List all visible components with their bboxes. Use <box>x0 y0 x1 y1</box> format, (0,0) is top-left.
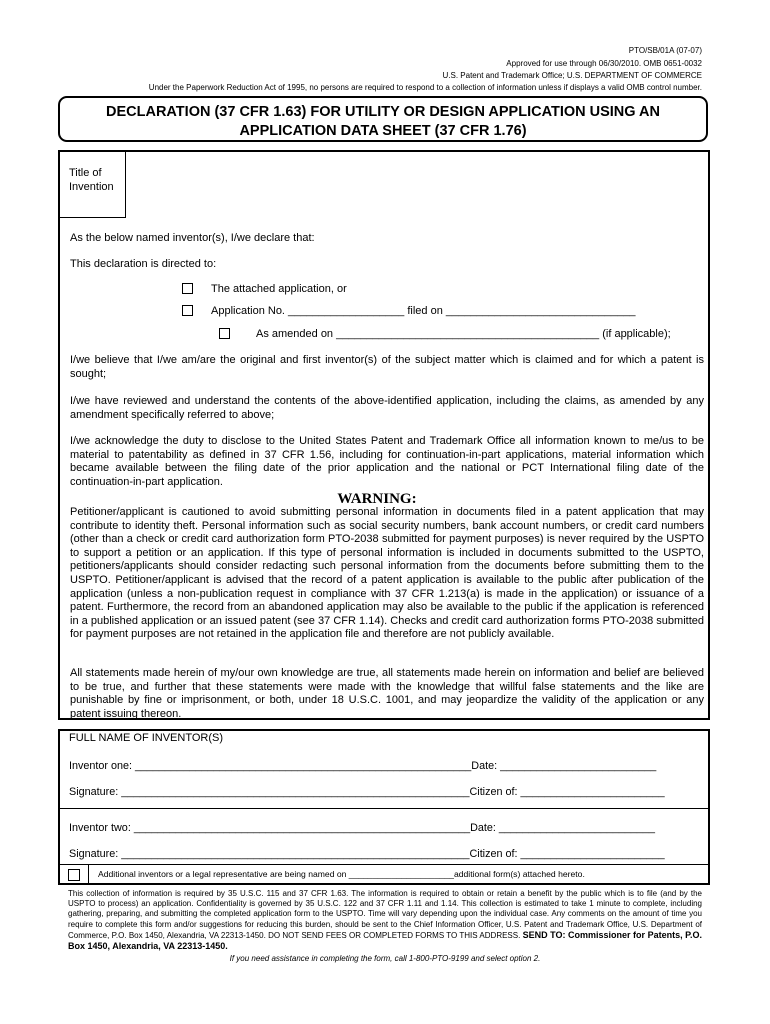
attached-application-label: The attached application, or <box>211 283 347 295</box>
warning-paragraph: Petitioner/applicant is cautioned to avoid submitting personal information in documents filed in a patent application that may contribute to identity theft. Personal information such as social security numbers, bank account numbers, or credit card numbers (other than a check or credit card authorization form PTO-2038 submitted for payment purposes) is never required by the USPTO to support a petition or an application. If this type of personal information is included in documents submitted to the USPTO, petitioners/applicants should consider redacting such personal information from the documents before submitting them to the USPTO. Petitioner/applicant is advised that the record of a patent application is available to the public after publication of the application (unless a non-publication request in compliance with 37 CFR 1.213(a) is made in the application) or issuance of a patent. Furthermore, the record from an abandoned application may also be available to the public if the application is referenced in a published application or an issued patent (see 37 CFR 1.14). Checks and credit card authorization forms PTO-2038 submitted for payment purposes are not retained in the application file and therefore are not publicly available. <box>70 506 704 641</box>
attached-application-checkbox[interactable] <box>182 283 193 294</box>
form-id: PTO/SB/01A (07-07) <box>628 46 702 55</box>
paperwork-notice: Under the Paperwork Reduction Act of 1995, no persons are required to respond to a collection of information unless if displays a valid OMB control number. <box>148 83 702 92</box>
declaration-directed: This declaration is directed to: <box>70 258 217 270</box>
inventor-one-line[interactable]: Inventor one: ________________________________________________________Date: __________________________ <box>69 760 657 772</box>
invention-title-label <box>60 152 126 218</box>
inventor-separator <box>60 808 708 809</box>
burden-statement <box>68 889 702 952</box>
send-to-address: SEND TO: Commissioner for Patents, P.O. Box 1450, Alexandria, VA 22313-1450. <box>68 929 702 952</box>
additional-inventors-checkbox[interactable] <box>68 869 80 881</box>
application-number-line[interactable]: Application No. ___________________ filed on _______________________________ <box>211 305 636 317</box>
inventors-box <box>58 729 710 885</box>
help-line: If you need assistance in completing the form, call 1-800-PTO-9199 and select option 2. <box>229 954 541 963</box>
agency: U.S. Patent and Trademark Office; U.S. DEPARTMENT OF COMMERCE <box>442 71 702 80</box>
statements-paragraph: All statements made herein of my/our own knowledge are true, all statements made herein on information and belief are believed to be true, and further that these statements were made with the knowledge that willful false statements and the like are punishable by fine or imprisonment, or both, under 18 U.S.C. 1001, and may jeopardize the validity of the application or any patent issuing thereon. <box>70 667 704 720</box>
declaration-intro: As the below named inventor(s), I/we declare that: <box>70 232 315 244</box>
declaration-box <box>58 150 710 720</box>
title-line-2: APPLICATION DATA SHEET (37 CFR 1.76) <box>239 123 527 139</box>
omb-approval: Approved for use through 06/30/2010. OMB 0651-0032 <box>506 59 702 68</box>
application-number-checkbox[interactable] <box>182 305 193 316</box>
signature-two-line[interactable]: Signature: __________________________________________________________Citizen of: ________________________ <box>69 848 665 860</box>
as-amended-line[interactable]: As amended on ___________________________________________ (if applicable); <box>256 328 671 340</box>
additional-inventors-label: Additional inventors or a legal representative are being named on ______________________additional form(s) attached hereto. <box>98 869 585 879</box>
inventor-two-line[interactable]: Inventor two: ________________________________________________________Date: __________________________ <box>69 822 656 834</box>
inventors-header: FULL NAME OF INVENTOR(S) <box>69 732 224 744</box>
form-title <box>58 96 708 142</box>
reviewed-paragraph: I/we have reviewed and understand the contents of the above-identified application, including the claims, as amended by any amendment specifically referred to above; <box>70 395 704 421</box>
additional-separator <box>60 864 708 865</box>
as-amended-checkbox[interactable] <box>219 328 230 339</box>
burden-text: This collection of information is required by 35 U.S.C. 115 and 37 CFR 1.63. The information is required to obtain or retain a benefit by the public which is to file (and by the USPTO to process) an application. Confidentiality is governed by 35 U.S.C. 122 and 37 CFR 1.11 and 1.14. This collection is estimated to take 1 minute to complete, including gathering, preparing, and submitting the completed application form to the USPTO. Time will vary depending upon the individual case. Any comments on the amount of time you require to complete this form and/or suggestions for reducing this burden, should be sent to the Chief Information Officer, U.S. Patent and Trademark Office, U.S. Department of Commerce, P.O. Box 1450, Alexandria, VA 22313-1450. DO NOT SEND FEES OR COMPLETED FORMS TO THIS ADDRESS. <box>68 889 702 940</box>
warning-title: WARNING: <box>337 491 417 507</box>
acknowledge-paragraph: I/we acknowledge the duty to disclose to the United States Patent and Trademark Office all information known to me/us to be material to patentability as defined in 37 CFR 1.56, including for continuation-in-part applications, material information which became available between the filing date of the prior application and the national or PCT International filing date of the continuation-in-part application. <box>70 435 704 488</box>
signature-one-line[interactable]: Signature: __________________________________________________________Citizen of: ________________________ <box>69 786 665 798</box>
invention-label-line-1: Title of <box>69 167 102 179</box>
checkbox-divider <box>88 864 89 883</box>
invention-label-line-2: Invention <box>69 181 114 193</box>
believe-paragraph: I/we believe that I/we am/are the original and first inventor(s) of the subject matter which is claimed and for which a patent is sought; <box>70 354 704 380</box>
invention-title-field[interactable] <box>127 152 707 217</box>
title-line-1: DECLARATION (37 CFR 1.63) FOR UTILITY OR DESIGN APPLICATION USING AN <box>106 104 660 120</box>
